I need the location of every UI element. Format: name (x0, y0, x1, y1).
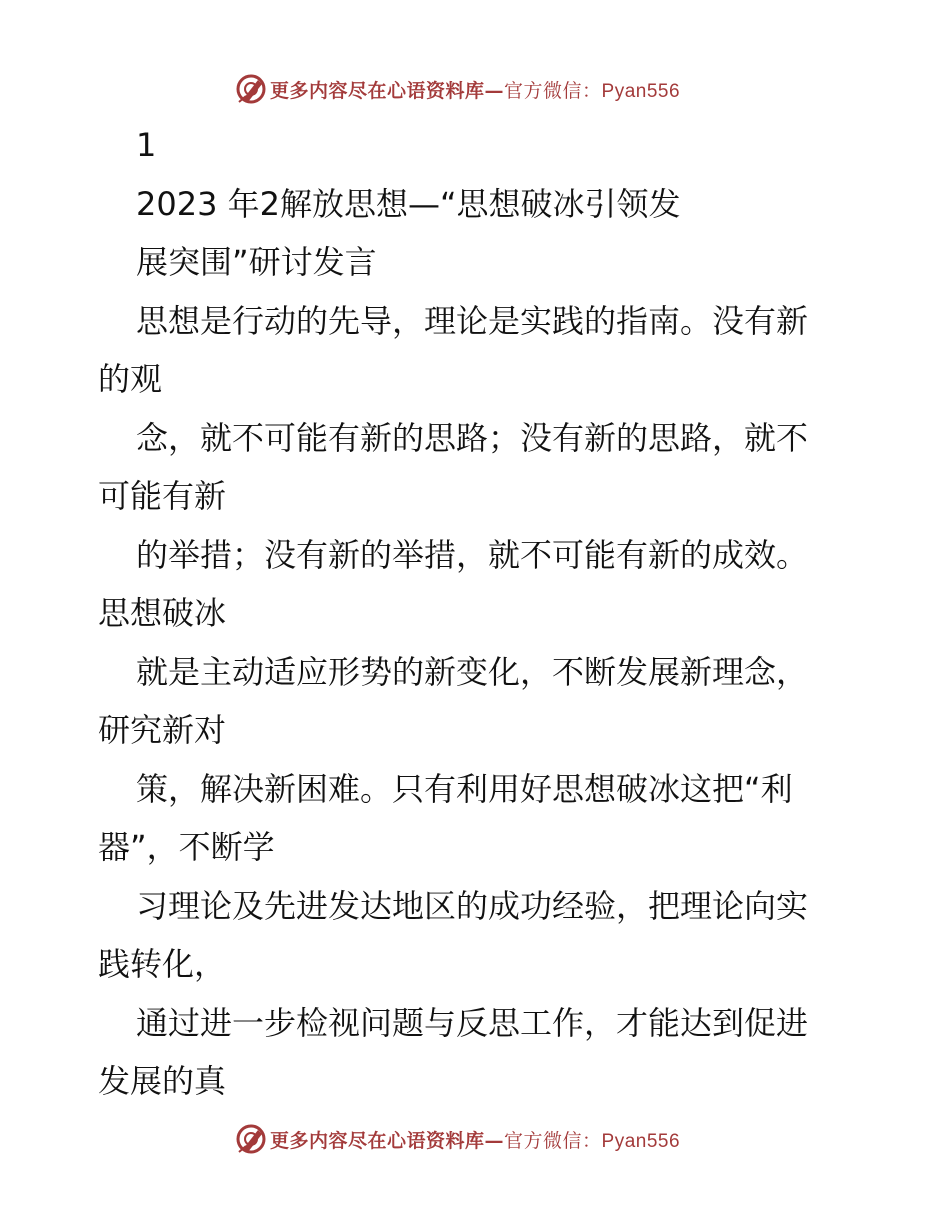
paragraph-line: 发展的真 (98, 1062, 227, 1100)
footer-banner (0, 1120, 950, 1160)
paragraph-line: 践转化， (98, 945, 227, 983)
document-title-line-2: 展突围”研讨发言 (136, 243, 377, 281)
header-banner (0, 70, 950, 110)
paragraph-line: 器”，不断学 (98, 828, 275, 866)
paragraph-line: 思想破冰 (98, 594, 227, 632)
paragraph-line: 习理论及先进发达地区的成功经验，把理论向实 (136, 887, 809, 925)
paragraph-line: 的观 (98, 360, 163, 398)
pen-nib-logo-icon (234, 1122, 268, 1156)
paragraph-line: 思想是行动的先导，理论是实践的指南。没有新 (136, 302, 809, 340)
paragraph-line: 的举措；没有新的举措，就不可能有新的成效。 (136, 536, 809, 574)
paragraph-line: 念，就不可能有新的思路；没有新的思路，就不 (136, 419, 809, 457)
header-banner-text: 更多内容尽在心语资料库—官方微信：Pyan556 (270, 80, 681, 102)
paragraph-line: 可能有新 (98, 477, 227, 515)
paragraph-line: 就是主动适应形势的新变化，不断发展新理念， (136, 653, 809, 691)
paragraph-line: 通过进一步检视问题与反思工作，才能达到促进 (136, 1004, 809, 1042)
pen-nib-logo-icon (234, 72, 268, 106)
page-number: 1 (136, 126, 157, 164)
footer-banner-text: 更多内容尽在心语资料库—官方微信：Pyan556 (270, 1130, 681, 1152)
paragraph-line: 研究新对 (98, 711, 227, 749)
document-title-line-1: 2023 年2解放思想—“思想破冰引领发 (136, 185, 681, 223)
paragraph-line: 策，解决新困难。只有利用好思想破冰这把“利 (136, 770, 793, 808)
